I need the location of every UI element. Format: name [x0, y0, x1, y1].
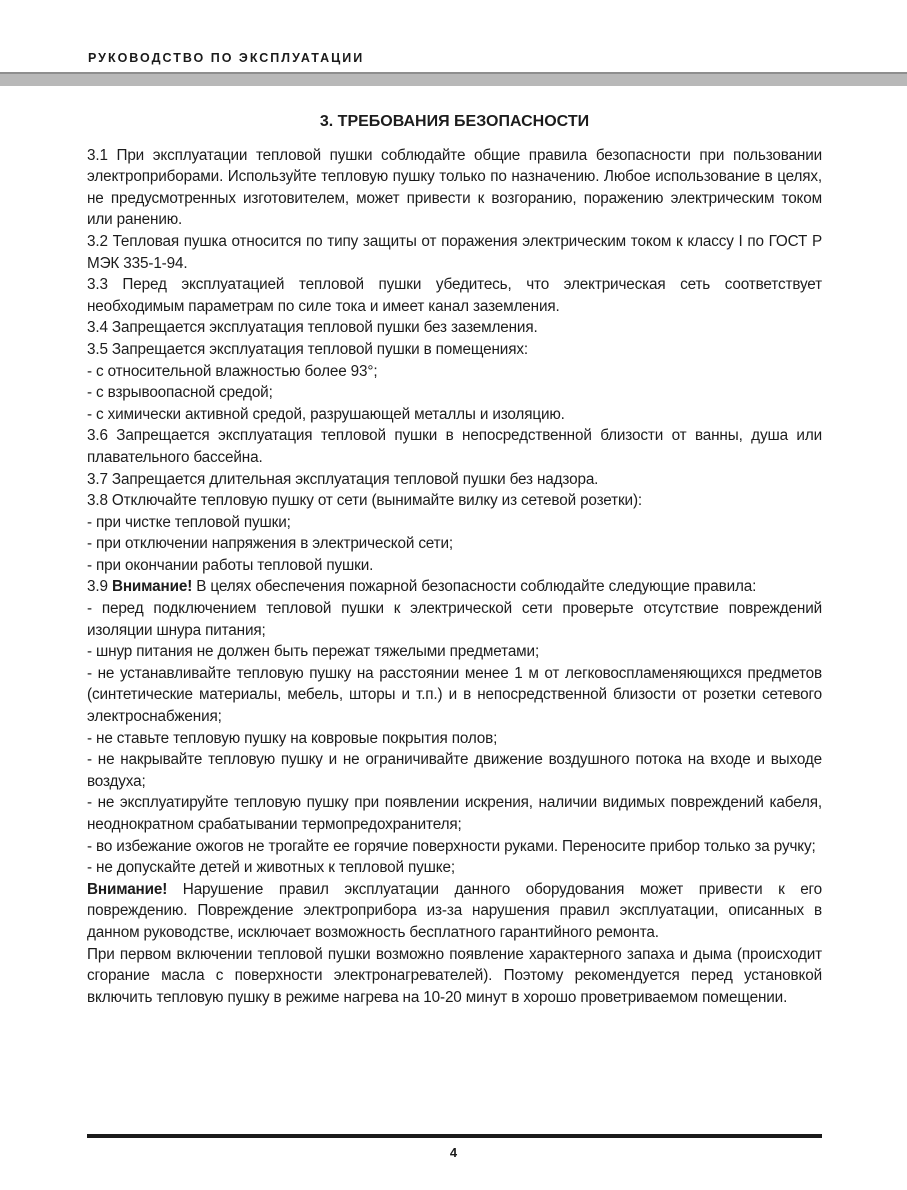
footer-divider	[87, 1134, 822, 1138]
item-3-9	[87, 576, 822, 598]
list-item: - не эксплуатируйте тепловую пушку при появлении искрения, наличии видимых повреждений кабеля, неоднократном срабатывании термопредохранителя;	[87, 794, 822, 833]
item-3-4: 3.4 Запрещается эксплуатация тепловой пушки без заземления.	[87, 319, 538, 337]
list-item: - при отключении напряжения в электрической сети;	[87, 535, 454, 553]
item-3-6: 3.6 Запрещается эксплуатация тепловой пушки в непосредственной близости от ванны, душа или плавательного бассейна.	[87, 427, 822, 466]
item-3-1: 3.1 При эксплуатации тепловой пушки соблюдайте общие правила безопасности при пользовании электроприборами. Используйте тепловую пушку только по назначению. Любое использование в целях, не предусмотренных изготовителем, может привести к возгоранию, поражению электрическим током или ранению.	[87, 146, 822, 229]
header-band	[0, 72, 907, 86]
attention-label: Внимание!	[111, 578, 193, 596]
page-content	[87, 102, 822, 1008]
list-item: - при окончании работы тепловой пушки.	[87, 556, 374, 574]
list-item: - перед подключением тепловой пушки к электрической сети проверьте отсутствие повреждений изоляции шнура питания;	[87, 600, 822, 639]
item-3-7: 3.7 Запрещается длительная эксплуатация тепловой пушки без надзора.	[87, 470, 599, 488]
list-item: - с взрывоопасной средой;	[87, 384, 273, 402]
warning-text: Нарушение правил эксплуатации данного оборудования может привести к его повреждению. Повреждение электроприбора из-за нарушения правил эксплуатации, описанных в данном руководстве, исключает возможность бесплатного гарантийного ремонта.	[87, 880, 822, 941]
list-item: - во избежание ожогов не трогайте ее горячие поверхности руками. Переносите прибор только за ручку;	[87, 837, 816, 855]
list-item: - с относительной влажностью более 93°;	[87, 362, 378, 380]
list-item: - не допускайте детей и животных к тепловой пушке;	[87, 859, 455, 877]
attention-label: Внимание!	[87, 880, 168, 898]
list-item: - шнур питания не должен быть пережат тяжелыми предметами;	[87, 643, 540, 661]
item-3-5: 3.5 Запрещается эксплуатация тепловой пушки в помещениях:	[87, 340, 528, 358]
list-item: - не устанавливайте тепловую пушку на расстоянии менее 1 м от легковоспламеняющихся предметов (синтетические материалы, мебель, шторы и т.п.) и в непосредственной близости от розетки сетевого электроснабжения;	[87, 664, 822, 726]
list-item: - не накрывайте тепловую пушку и не ограничивайте движение воздушного потока на входе и выходе воздуха;	[87, 751, 822, 790]
item-3-2: 3.2 Тепловая пушка относится по типу защиты от поражения электрическим током к классу I по ГОСТ Р МЭК 335-1-94.	[87, 232, 822, 272]
item-3-9-text: В целях обеспечения пожарной безопасности соблюдайте следующие правила:	[196, 578, 757, 596]
section-title: 3. ТРЕБОВАНИЯ БЕЗОПАСНОСТИ	[319, 113, 590, 130]
item-3-9-number: 3.9	[87, 578, 108, 596]
item-3-8: 3.8 Отключайте тепловую пушку от сети (вынимайте вилку из сетевой розетки):	[87, 492, 642, 510]
page-number: 4	[449, 1145, 458, 1160]
item-3-3: 3.3 Перед эксплуатацией тепловой пушки убедитесь, что электрическая сеть соответствует необходимым параметрам по силе тока и имеет канал заземления.	[87, 276, 822, 315]
warning-paragraph	[87, 879, 822, 944]
list-item: - при чистке тепловой пушки;	[87, 513, 291, 531]
header-title: РУКОВОДСТВО ПО ЭКСПЛУАТАЦИИ	[88, 51, 365, 65]
first-use-paragraph: При первом включении тепловой пушки возможно появление характерного запаха и дыма (происходит сгорание масла с поверхности электронагревателей). Поэтому рекомендуется перед установкой включить тепловую пушку в режиме нагрева на 10-20 минут в хорошо проветриваемом помещении.	[87, 945, 822, 1006]
list-item: - с химически активной средой, разрушающей металлы и изоляцию.	[87, 405, 565, 423]
list-item: - не ставьте тепловую пушку на ковровые покрытия полов;	[87, 729, 498, 747]
